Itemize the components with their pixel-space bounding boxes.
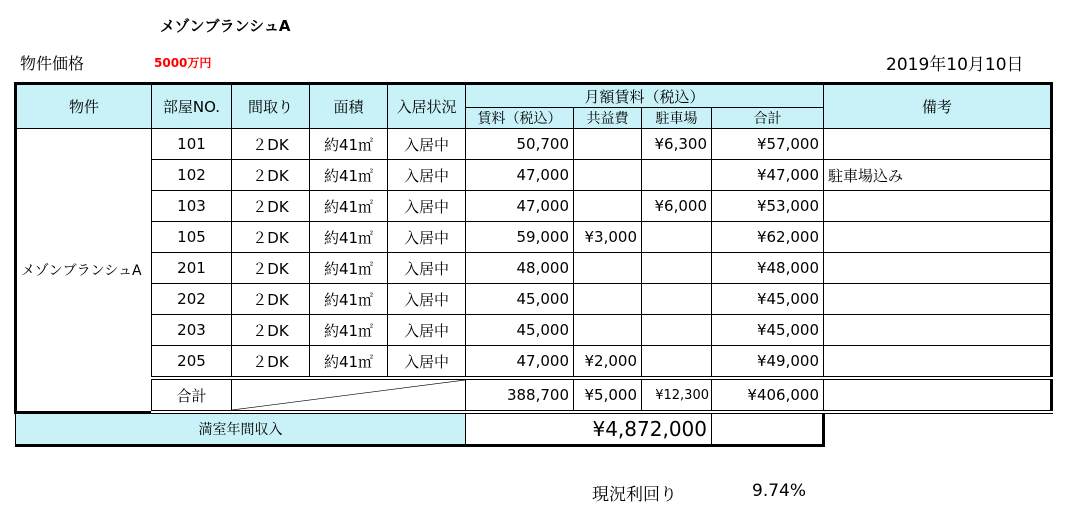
- room-area: 約41㎡: [310, 191, 388, 222]
- header-common-fee: 共益費: [574, 108, 642, 129]
- room-parking: [642, 222, 712, 253]
- header-parking: 駐車場: [642, 108, 712, 129]
- room-rent: 48,000: [466, 253, 574, 284]
- room-no: 102: [152, 160, 232, 191]
- room-common-fee: [574, 253, 642, 284]
- room-rent: 47,000: [466, 346, 574, 379]
- table-row: [16, 284, 1052, 315]
- room-layout: ２DK: [232, 160, 310, 191]
- header-status: 入居状況: [388, 84, 466, 129]
- room-no: 101: [152, 129, 232, 160]
- annual-income-note: [712, 412, 824, 446]
- room-status: 入居中: [388, 253, 466, 284]
- room-status: 入居中: [388, 160, 466, 191]
- room-rent: 47,000: [466, 191, 574, 222]
- header-property: 物件: [16, 84, 152, 129]
- room-parking: ¥6,300: [642, 129, 712, 160]
- room-status: 入居中: [388, 346, 466, 379]
- room-total: ¥53,000: [712, 191, 824, 222]
- room-note: [824, 284, 1052, 315]
- table-body: [16, 84, 1052, 446]
- totals-total: ¥406,000: [712, 378, 824, 412]
- room-layout: ２DK: [232, 284, 310, 315]
- room-status: 入居中: [388, 284, 466, 315]
- header-rent: 賃料（税込）: [466, 108, 574, 129]
- room-common-fee: ¥3,000: [574, 222, 642, 253]
- totals-label: 合計: [152, 378, 232, 412]
- room-layout: ２DK: [232, 191, 310, 222]
- room-parking: [642, 253, 712, 284]
- table-row: [16, 160, 1052, 191]
- room-no: 103: [152, 191, 232, 222]
- room-layout: ２DK: [232, 315, 310, 346]
- table-row: [16, 315, 1052, 346]
- room-parking: [642, 160, 712, 191]
- room-total: ¥45,000: [712, 315, 824, 346]
- room-area: 約41㎡: [310, 222, 388, 253]
- room-parking: [642, 284, 712, 315]
- header-row: [16, 84, 1052, 108]
- room-status: 入居中: [388, 129, 466, 160]
- totals-note: [824, 378, 1052, 412]
- room-note: [824, 222, 1052, 253]
- rent-roll-table: [14, 82, 1053, 447]
- room-no: 203: [152, 315, 232, 346]
- room-rent: 47,000: [466, 160, 574, 191]
- room-area: 約41㎡: [310, 253, 388, 284]
- room-layout: ２DK: [232, 253, 310, 284]
- room-total: ¥49,000: [712, 346, 824, 379]
- table-row: [16, 222, 1052, 253]
- totals-parking: ¥12,300: [642, 378, 712, 412]
- room-total: ¥45,000: [712, 284, 824, 315]
- room-common-fee: ¥2,000: [574, 346, 642, 379]
- price-value: 5000万円: [154, 56, 212, 70]
- room-rent: 59,000: [466, 222, 574, 253]
- yield-label: 現況利回り: [592, 485, 677, 505]
- room-total: ¥57,000: [712, 129, 824, 160]
- room-area: 約41㎡: [310, 284, 388, 315]
- room-parking: [642, 346, 712, 379]
- room-area: 約41㎡: [310, 346, 388, 379]
- room-no: 201: [152, 253, 232, 284]
- room-no: 202: [152, 284, 232, 315]
- room-area: 約41㎡: [310, 315, 388, 346]
- room-parking: [642, 315, 712, 346]
- room-rent: 45,000: [466, 284, 574, 315]
- table-row: [16, 129, 1052, 160]
- room-note: 駐車場込み: [824, 160, 1052, 191]
- room-total: ¥62,000: [712, 222, 824, 253]
- room-no: 105: [152, 222, 232, 253]
- table-row: [16, 253, 1052, 284]
- room-layout: ２DK: [232, 346, 310, 379]
- totals-blank-diagonal: [232, 378, 466, 412]
- totals-rent: 388,700: [466, 378, 574, 412]
- room-note: [824, 129, 1052, 160]
- document-date: 2019年10月10日: [886, 55, 1024, 75]
- totals-common-fee: ¥5,000: [574, 378, 642, 412]
- room-parking: ¥6,000: [642, 191, 712, 222]
- room-layout: ２DK: [232, 129, 310, 160]
- property-title: メゾンブランシュA: [160, 17, 291, 35]
- yield-value: 9.74%: [752, 481, 807, 501]
- room-note: [824, 253, 1052, 284]
- room-common-fee: [574, 284, 642, 315]
- room-total: ¥48,000: [712, 253, 824, 284]
- room-note: [824, 315, 1052, 346]
- room-area: 約41㎡: [310, 160, 388, 191]
- room-no: 205: [152, 346, 232, 379]
- header-layout: 間取り: [232, 84, 310, 129]
- room-status: 入居中: [388, 222, 466, 253]
- totals-row: [16, 378, 1052, 412]
- room-rent: 45,000: [466, 315, 574, 346]
- room-common-fee: [574, 129, 642, 160]
- room-status: 入居中: [388, 315, 466, 346]
- room-area: 約41㎡: [310, 129, 388, 160]
- annual-income-label: 満室年間収入: [16, 412, 466, 446]
- header-room-no: 部屋NO.: [152, 84, 232, 129]
- table-row: [16, 346, 1052, 379]
- header-area: 面積: [310, 84, 388, 129]
- room-note: [824, 346, 1052, 379]
- annual-income-value: ¥4,872,000: [466, 412, 712, 446]
- header-notes: 備考: [824, 84, 1052, 129]
- room-common-fee: [574, 160, 642, 191]
- header-monthly-rent: 月額賃料（税込）: [466, 84, 824, 108]
- room-common-fee: [574, 315, 642, 346]
- room-layout: ２DK: [232, 222, 310, 253]
- diagonal-line: [232, 380, 465, 410]
- price-label: 物件価格: [20, 54, 85, 73]
- annual-income-row: [16, 412, 1052, 446]
- property-name-cell: メゾンブランシュA: [16, 129, 152, 413]
- room-total: ¥47,000: [712, 160, 824, 191]
- header-total: 合計: [712, 108, 824, 129]
- room-common-fee: [574, 191, 642, 222]
- room-rent: 50,700: [466, 129, 574, 160]
- room-note: [824, 191, 1052, 222]
- table-row: [16, 191, 1052, 222]
- room-status: 入居中: [388, 191, 466, 222]
